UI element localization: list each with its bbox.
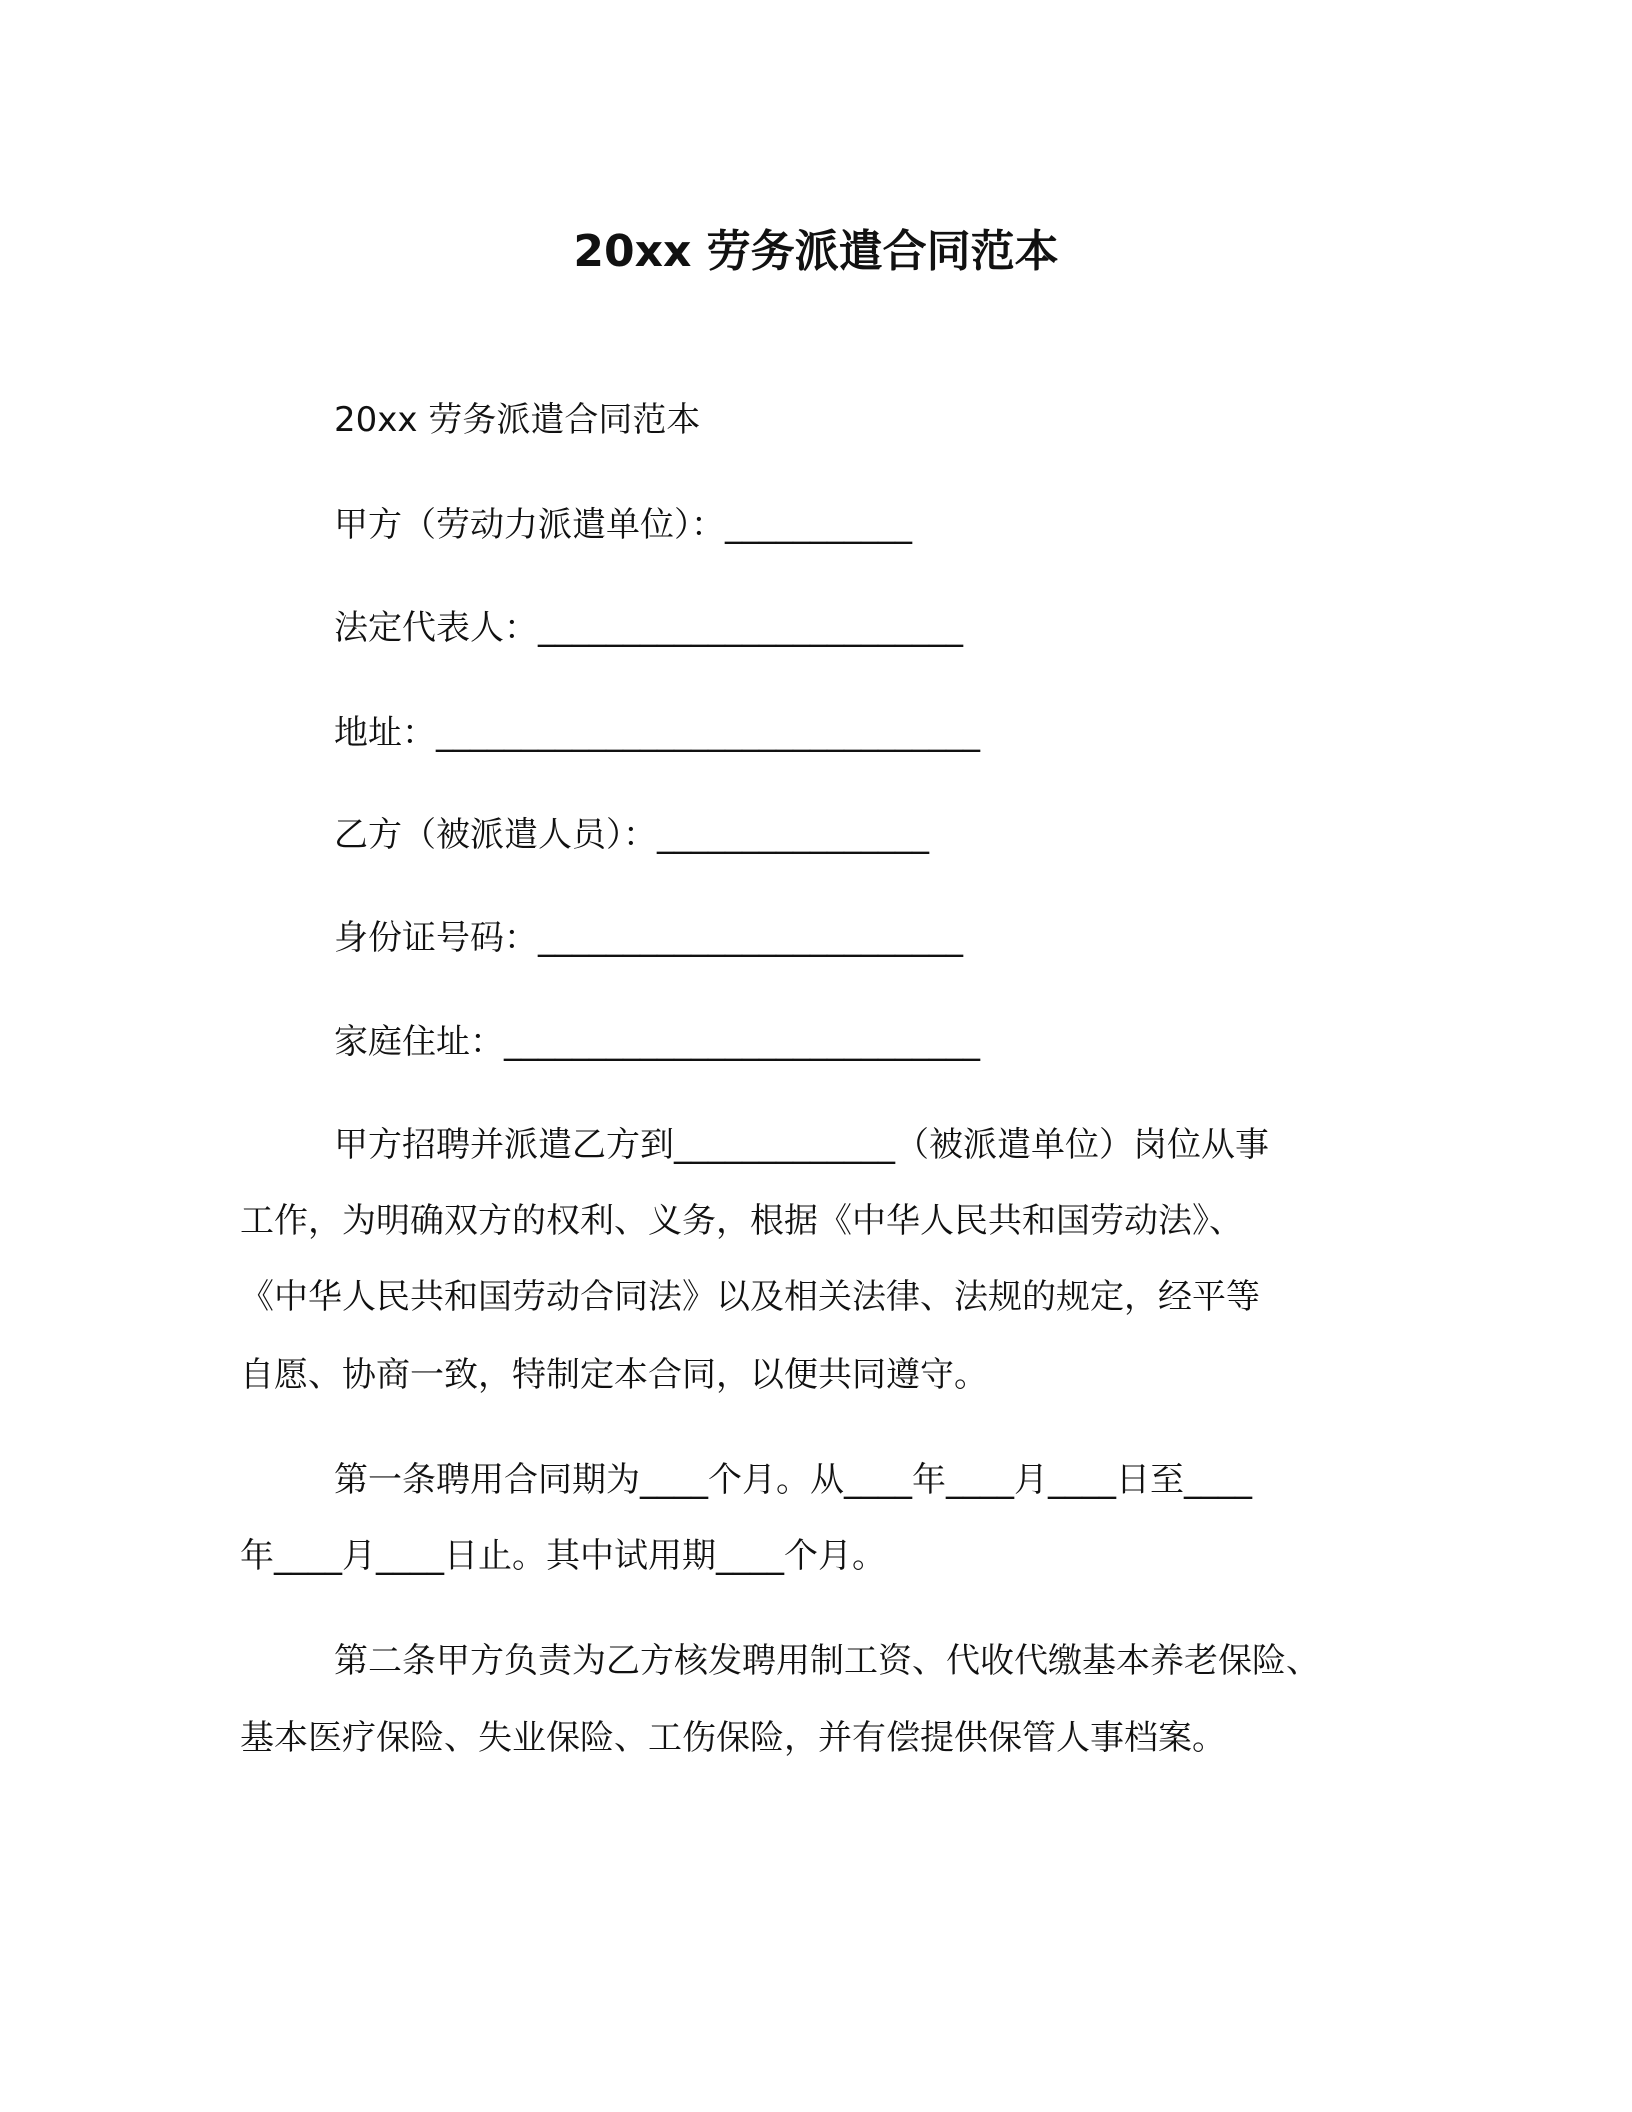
document-subtitle: 20xx 劳务派遣合同范本 xyxy=(334,400,701,440)
document-title: 20xx 劳务派遣合同范本 xyxy=(573,226,1059,277)
preamble-line-4: 自愿、协商一致，特制定本合同，以便共同遵守。 xyxy=(240,1355,988,1395)
id-number-field: 身份证号码：_________________________ xyxy=(334,918,963,958)
article-1-line-2: 年____月____日止。其中试用期____个月。 xyxy=(240,1536,886,1576)
article-2-line-1: 第二条甲方负责为乙方核发聘用制工资、代收代缴基本养老保险、 xyxy=(334,1641,1320,1681)
address-field: 地址：________________________________ xyxy=(334,713,980,753)
article-2-line-2: 基本医疗保险、失业保险、工伤保险，并有偿提供保管人事档案。 xyxy=(240,1718,1226,1758)
article-1-line-1: 第一条聘用合同期为____个月。从____年____月____日至____ xyxy=(334,1460,1252,1500)
legal-rep-field: 法定代表人：_________________________ xyxy=(334,608,963,648)
preamble-line-3: 《中华人民共和国劳动合同法》以及相关法律、法规的规定，经平等 xyxy=(240,1277,1260,1317)
party-b-field: 乙方（被派遣人员）：________________ xyxy=(334,815,929,855)
preamble-line-2: 工作，为明确双方的权利、义务，根据《中华人民共和国劳动法》、 xyxy=(240,1201,1243,1241)
party-a-field: 甲方（劳动力派遣单位）：___________ xyxy=(334,505,912,545)
home-address-field: 家庭住址：____________________________ xyxy=(334,1022,980,1062)
preamble-line-1: 甲方招聘并派遣乙方到_____________（被派遣单位）岗位从事 xyxy=(334,1125,1269,1165)
